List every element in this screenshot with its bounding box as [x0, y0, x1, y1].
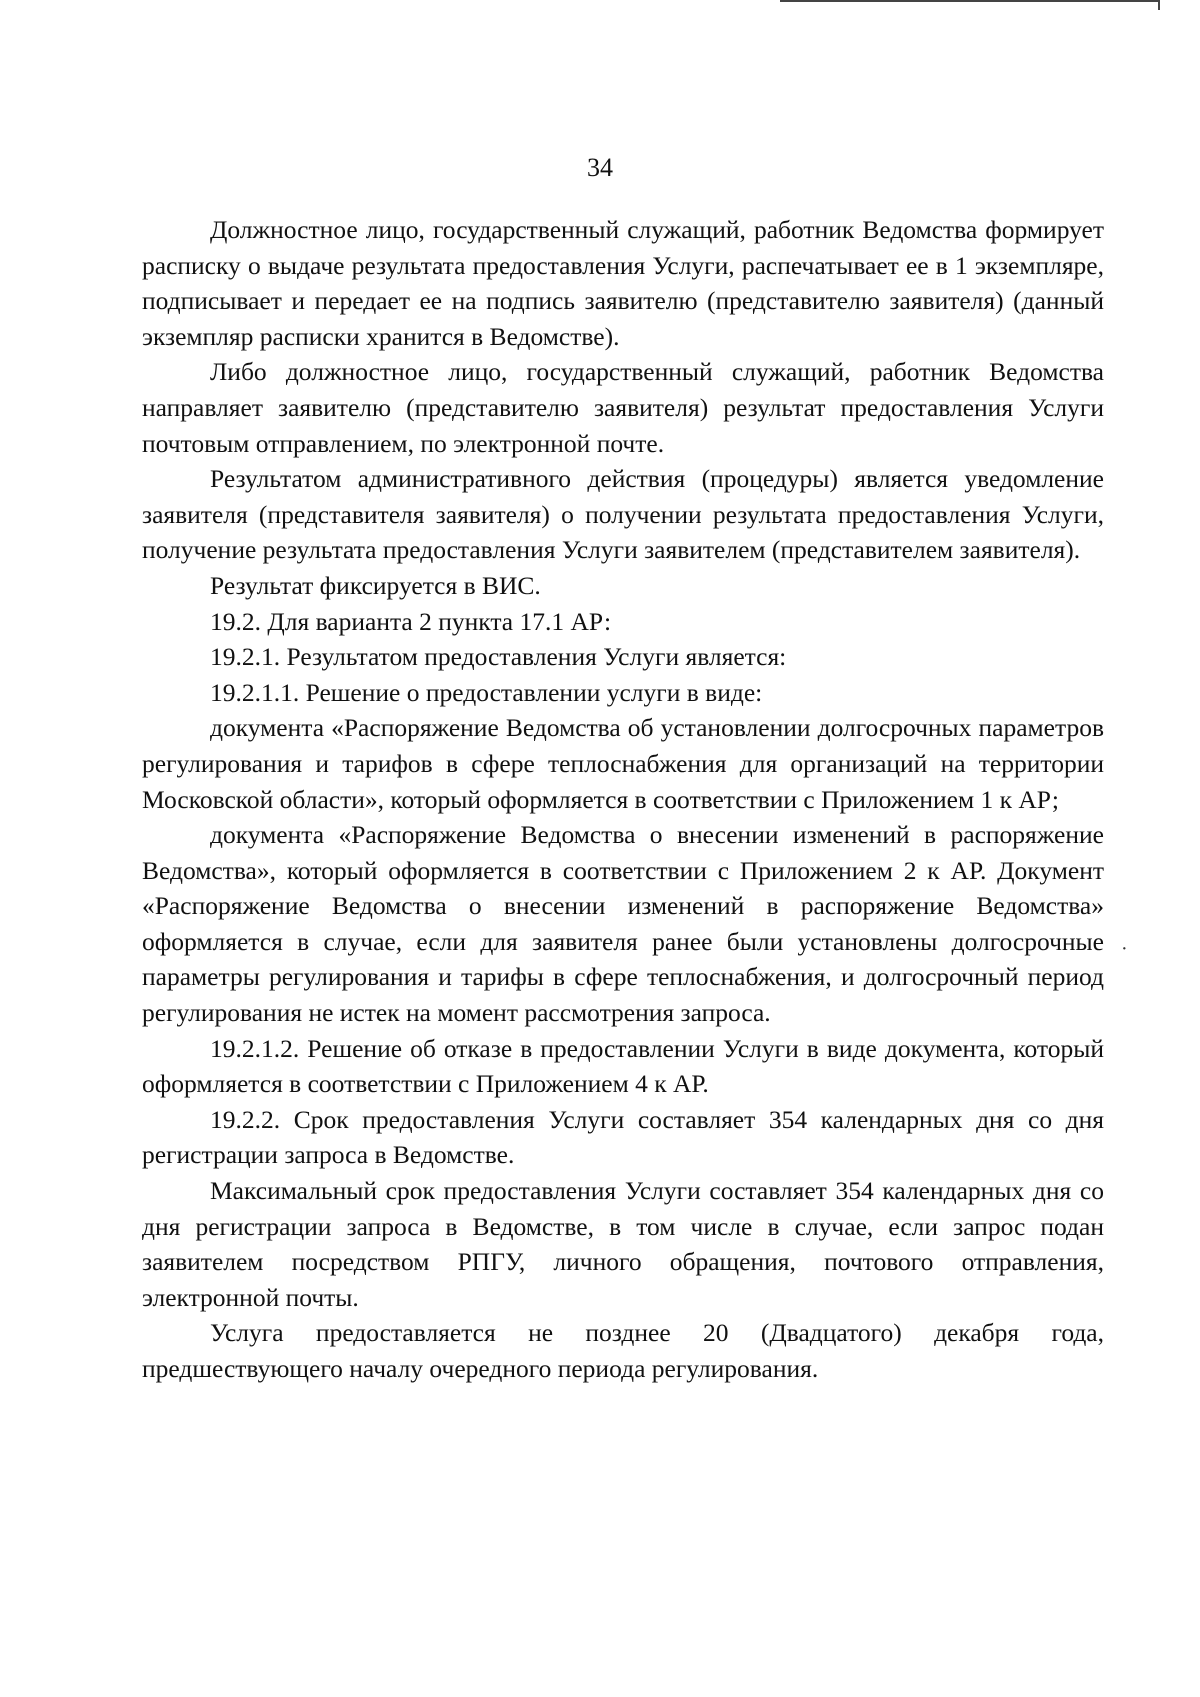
document-body: [142, 212, 1104, 1387]
paragraph-max-term: Максимальный срок предоставления Услуги составляет 354 календарных дня со дня регистрации запроса в Ведомстве, в том числе в случае, если запрос подан заявителем посредством РПГУ, личного обращения, почтового отправления, электронной почты.: [142, 1176, 1104, 1312]
paragraph-action-result: Результатом административного действия (процедуры) является уведомление заявителя (представителя заявителя) о получении результата предоставления Услуги, получение результата предоставления Услуги заявителем (представителем заявителя).: [142, 464, 1104, 565]
page-number: 34: [587, 153, 613, 182]
scan-edge-tick: [1158, 0, 1160, 10]
paragraph-mail-delivery: Либо должностное лицо, государственный служащий, работник Ведомства направляет заявителю (представителю заявителя) результат предоставления Услуги почтовым отправлением, по электронной почте.: [142, 357, 1104, 458]
paragraph-vis-record: Результат фиксируется в ВИС.: [210, 570, 541, 600]
paragraph-order-long-term: документа «Распоряжение Ведомства об установлении долгосрочных параметров регулирования и тарифов в сфере теплоснабжения для организаций на территории Московской области», который оформляется в соответствии с Приложением 1 к АР;: [142, 713, 1104, 814]
paragraph-19-2-1-2: 19.2.1.2. Решение об отказе в предоставлении Услуги в виде документа, который оформляется в соответствии с Приложением 4 к АР.: [142, 1033, 1104, 1099]
paragraph-19-2-2: 19.2.2. Срок предоставления Услуги составляет 354 календарных дня со дня регистрации запроса в Ведомстве.: [142, 1104, 1104, 1170]
scan-edge-line: [780, 0, 1160, 2]
paragraph-19-2: 19.2. Для варианта 2 пункта 17.1 АР:: [210, 606, 612, 636]
paragraph-order-amendment: документа «Распоряжение Ведомства о внесении изменений в распоряжение Ведомства», который оформляется в соответствии с Приложением 2 к АР. Документ «Распоряжение Ведомства о внесении изменений в распоряжение Ведомства» оформляется в случае, если для заявителя ранее были установлены долгосрочные параметры регулирования и тарифы в сфере теплоснабжения, и долгосрочный период регулирования не истек на момент рассмотрения запроса.: [142, 820, 1104, 1028]
paragraph-19-2-1-1: 19.2.1.1. Решение о предоставлении услуги в виде:: [210, 677, 763, 707]
paragraph-19-2-1: 19.2.1. Результатом предоставления Услуги является:: [210, 642, 787, 672]
scan-artifact-dot: ·: [1121, 938, 1128, 960]
paragraph-deadline: Услуга предоставляется не позднее 20 (Двадцатого) декабря года, предшествующего началу очередного периода регулирования.: [142, 1318, 1104, 1383]
paragraph-receipt: Должностное лицо, государственный служащий, работник Ведомства формирует расписку о выдаче результата предоставления Услуги, распечатывает ее в 1 экземпляре, подписывает и передает ее на подпись заявителю (представителю заявителя) (данный экземпляр расписки хранится в Ведомстве).: [142, 215, 1104, 351]
